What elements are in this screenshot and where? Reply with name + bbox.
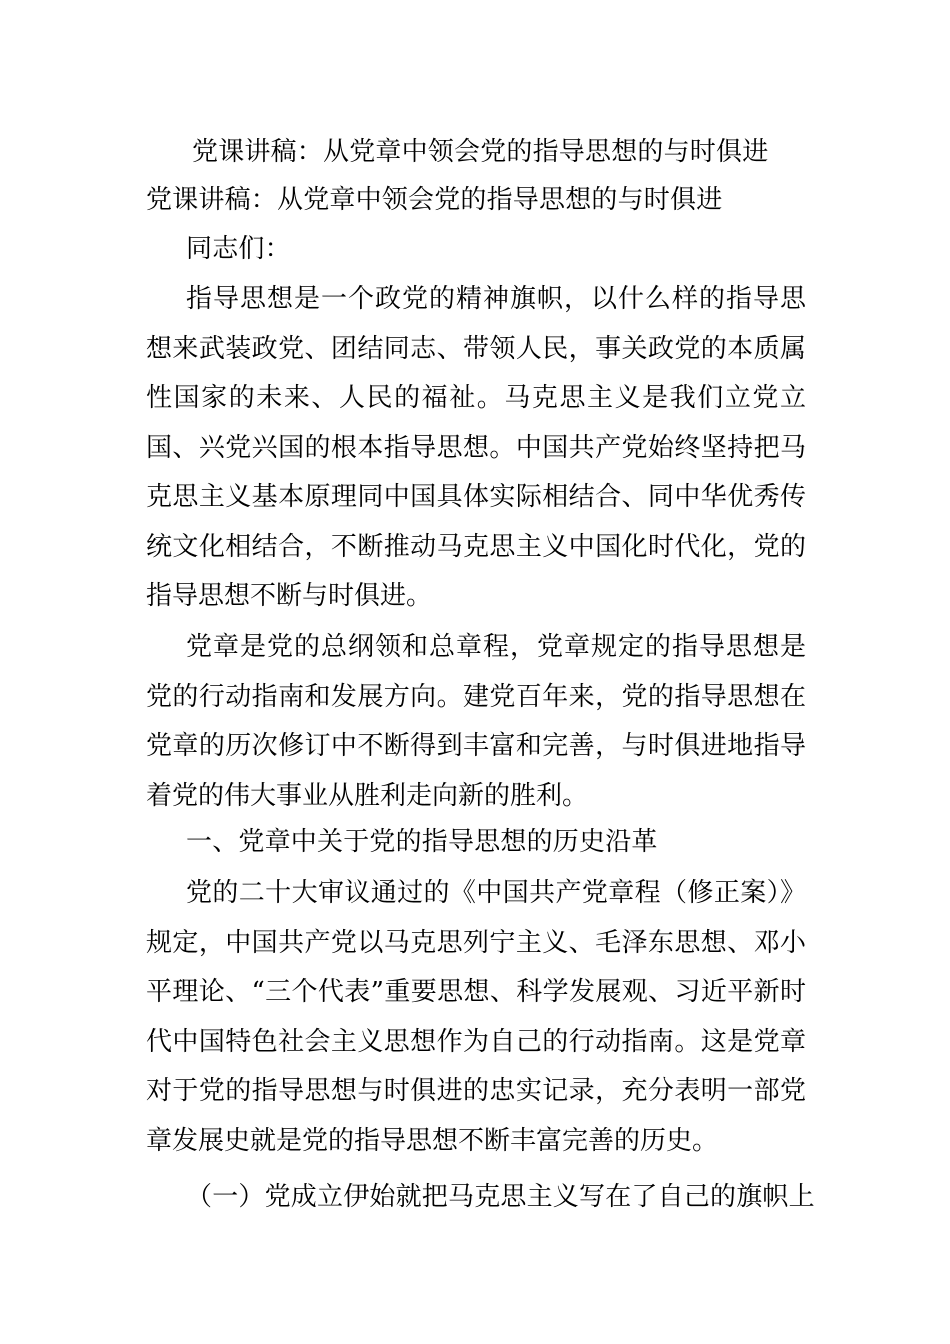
document-title: 党课讲稿：从党章中领会党的指导思想的与时俱进 — [146, 185, 723, 215]
body-paragraph-1: 指导思想是一个政党的精神旗帜，以什么样的指导思想来武装政党、团结同志、带领人民，事关政党的本质属性国家的未来、人民的福祉。马克思主义是我们立党立国、兴党兴国的根本指导思想。中国共产党始终坚持把马克思主义基本原理同中国具体实际相结合、同中华优秀传统文化相结合，不断推动马克思主义中国化时代化，党的指导思想不断与时俱进。 — [146, 284, 806, 611]
body-paragraph-2: 党章是党的总纲领和总章程，党章规定的指导思想是党的行动指南和发展方向。建党百年来，党的指导思想在党章的历次修订中不断得到丰富和完善，与时俱进地指导着党的伟大事业从胜利走向新的胜利。 — [146, 632, 806, 811]
salutation: 同志们： — [186, 234, 291, 264]
section-heading: 一、党章中关于党的指导思想的历史沿革 — [186, 827, 658, 857]
body-paragraph-3: 党的二十大审议通过的《中国共产党章程（修正案）》规定，中国共产党以马克思列宁主义、毛泽东思想、邓小平理论、“三个代表”重要思想、科学发展观、习近平新时代中国特色社会主义思想作为自己的行动指南。这是党章对于党的指导思想与时俱进的忠实记录，充分表明一部党章发展史就是党的指导思想不断丰富完善的历史。 — [146, 878, 806, 1156]
document-heading: 党课讲稿：从党章中领会党的指导思想的与时俱进 — [192, 137, 769, 167]
subsection-heading: （一）党成立伊始就把马克思主义写在了自己的旗帜上 — [186, 1182, 815, 1212]
